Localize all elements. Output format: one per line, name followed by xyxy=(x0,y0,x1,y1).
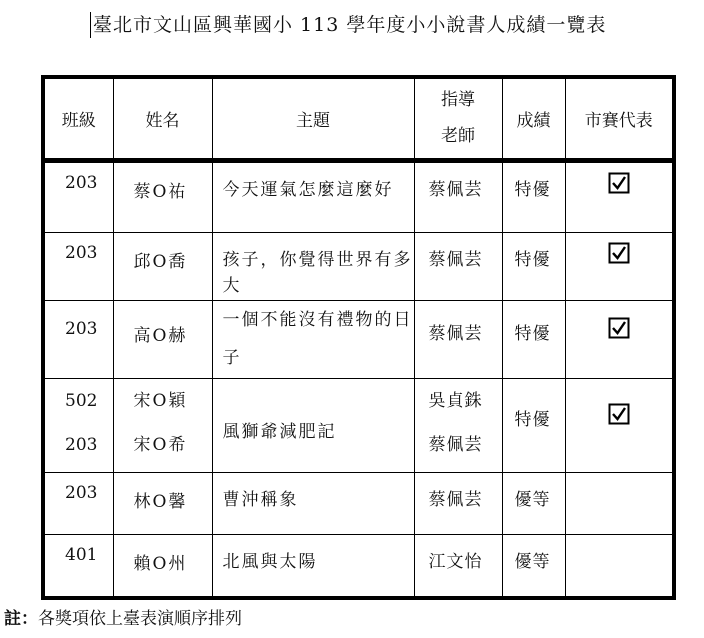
name-cell: 賴O州 xyxy=(113,534,212,598)
teacher-cell: 江文怡 xyxy=(414,534,502,598)
header-row xyxy=(43,77,674,160)
header-grade: 成績 xyxy=(502,77,565,160)
header-teacher-line2: 老師 xyxy=(441,126,475,147)
results-table xyxy=(41,75,676,600)
header-class: 班級 xyxy=(43,77,113,160)
name-value: 宋O希 xyxy=(133,434,188,455)
header-topic: 主題 xyxy=(212,77,414,160)
topic-cell: 今天運氣怎麼這麼好 xyxy=(212,160,414,232)
topic-cell: 曹沖稱象 xyxy=(212,472,414,534)
table-row xyxy=(43,300,674,378)
class-cell: 203 xyxy=(43,300,113,378)
header-teacher-line1: 指導 xyxy=(441,90,475,111)
class-cell xyxy=(43,378,113,472)
header-city-rep: 市賽代表 xyxy=(565,77,674,160)
grade-cell: 優等 xyxy=(502,534,565,598)
class-cell: 401 xyxy=(43,534,113,598)
teacher-cell: 蔡佩芸 xyxy=(414,300,502,378)
table-row xyxy=(43,472,674,534)
city-rep-cell xyxy=(565,232,674,300)
footnote xyxy=(4,604,242,629)
teacher-value: 吳貞銖 xyxy=(428,390,483,411)
footnote-prefix: 註： xyxy=(4,609,38,629)
checked-box-icon xyxy=(608,242,630,264)
table-row xyxy=(43,232,674,300)
teacher-value: 蔡佩芸 xyxy=(428,434,483,455)
name-cell xyxy=(113,378,212,472)
teacher-cell: 蔡佩芸 xyxy=(414,232,502,300)
name-value: 宋O穎 xyxy=(133,390,188,411)
name-cell: 邱O喬 xyxy=(113,232,212,300)
name-cell: 林O馨 xyxy=(113,472,212,534)
city-rep-cell xyxy=(565,534,674,598)
topic-cell: 風獅爺減肥記 xyxy=(212,378,414,472)
teacher-cell xyxy=(414,378,502,472)
table-row xyxy=(43,378,674,472)
checked-box-icon xyxy=(608,172,630,194)
footnote-text: 各獎項依上臺表演順序排列 xyxy=(38,609,242,629)
grade-cell: 優等 xyxy=(502,472,565,534)
grade-cell: 特優 xyxy=(502,160,565,232)
table-row xyxy=(43,160,674,232)
city-rep-cell xyxy=(565,300,674,378)
grade-cell: 特優 xyxy=(502,232,565,300)
table-row xyxy=(43,534,674,598)
topic-cell: 北風與太陽 xyxy=(212,534,414,598)
teacher-cell: 蔡佩芸 xyxy=(414,472,502,534)
grade-cell: 特優 xyxy=(502,378,565,472)
class-value: 203 xyxy=(65,434,98,455)
page-title: 臺北市文山區興華國小 113 學年度小小說書人成績一覽表 xyxy=(90,12,606,38)
teacher-cell: 蔡佩芸 xyxy=(414,160,502,232)
class-cell: 203 xyxy=(43,472,113,534)
city-rep-cell xyxy=(565,160,674,232)
checked-box-icon xyxy=(608,317,630,339)
class-value: 502 xyxy=(65,390,98,411)
topic-cell: 一個不能沒有禮物的日子 xyxy=(212,300,414,378)
name-cell: 高O赫 xyxy=(113,300,212,378)
grade-cell: 特優 xyxy=(502,300,565,378)
name-cell: 蔡O祐 xyxy=(113,160,212,232)
city-rep-cell xyxy=(565,378,674,472)
class-cell: 203 xyxy=(43,160,113,232)
class-cell: 203 xyxy=(43,232,113,300)
header-teacher xyxy=(414,77,502,160)
topic-cell: 孩子，你覺得世界有多大 xyxy=(212,232,414,300)
checked-box-icon xyxy=(608,403,630,425)
header-name: 姓名 xyxy=(113,77,212,160)
city-rep-cell xyxy=(565,472,674,534)
